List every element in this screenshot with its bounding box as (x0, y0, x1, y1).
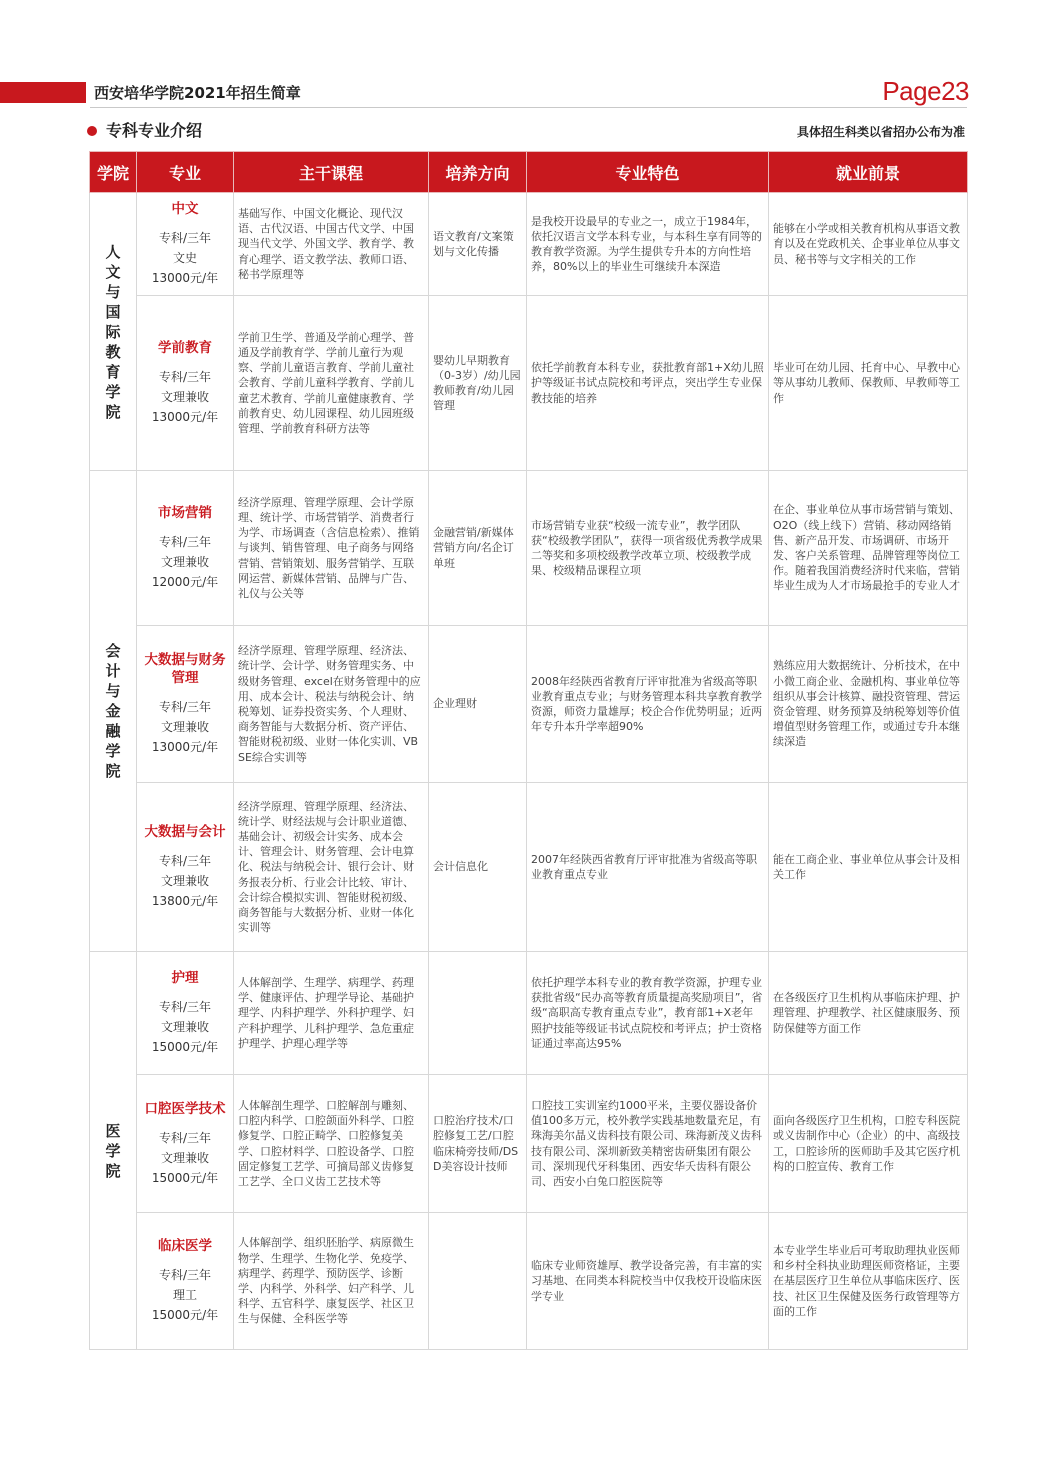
page-number: Page23 (882, 76, 969, 106)
table-row (90, 626, 968, 783)
features-cell: 市场营销专业获“校级一流专业”，教学团队获“校级教学团队”，获得一项省级优秀教学成果二等奖和多项校级教学改革立项、校级教学成果、校级精品课程立项 (527, 471, 769, 626)
major-name: 市场营销 (158, 505, 212, 521)
major-fee: 13000元/年 (151, 271, 219, 285)
features-cell: 是我校开设最早的专业之一，成立于1984年，依托汉语言文学本科专业，与本科生享有同等的教育教学资源。为学生提供专升本的方向性培养，80%以上的毕业生可继续升本深造 (527, 193, 769, 296)
features-cell: 临床专业师资雄厚、教学设备完善，有丰富的实习基地、在同类本科院校当中仅我校开设临床医学专业 (527, 1213, 769, 1350)
courses-cell: 学前卫生学、普通及学前心理学、普通及学前教育学、学前儿童行为观察、学前儿童语言教育、学前儿童社会教育、学前儿童科学教育、学前儿童艺术教育、学前儿童健康教育、学前教育史、幼儿园课程、幼儿园班级管理、学前教育科研方法等 (234, 296, 429, 471)
major-cell (137, 783, 234, 952)
major-cell (137, 1213, 234, 1350)
header-accent-bar (0, 82, 86, 103)
major-cell (137, 1075, 234, 1213)
features-cell: 口腔技工实训室约1000平米，主要仪器设备价值100多万元，校外教学实践基地数量充足，有珠海美尔晶义齿科技有限公司、珠海新茂义齿科技有限公司、深圳新致美精密齿研集团有限公司、深圳现代牙科集团、西安华夭齿科有限公司、西安小白兔口腔医院等 (527, 1075, 769, 1213)
header-features: 专业特色 (527, 152, 769, 193)
major-fee: 13800元/年 (151, 894, 219, 908)
major-level: 专科/三年 (158, 535, 212, 549)
features-cell: 2007年经陕西省教育厅评审批准为省级高等职业教育重点专业 (527, 783, 769, 952)
major-level: 专科/三年 (158, 700, 212, 714)
features-cell: 依托护理学本科专业的教育教学资源，护理专业获批省级“民办高等教育质量提高奖励项目”，省级“高职高专教育重点专业”，教育部1+X老年照护技能等级证书试点院校和考评点；护士资格证通过率高达95% (527, 952, 769, 1075)
major-track: 文理兼收 (160, 390, 209, 404)
major-level: 专科/三年 (158, 1268, 212, 1282)
header-career: 就业前景 (769, 152, 968, 193)
major-track: 文理兼收 (160, 1020, 209, 1034)
career-cell: 在各级医疗卫生机构从事临床护理、护理管理、护理教学、社区健康服务、预防保健等方面工作 (769, 952, 968, 1075)
features-cell: 依托学前教育本科专业，获批教育部1+X幼儿照护等级证书试点院校和考评点，突出学生专业保教技能的培养 (527, 296, 769, 471)
courses-cell: 经济学原理、管理学原理、会计学原理、统计学、市场营销学、消费者行为学、市场调查（含信息检索）、推销与谈判、销售管理、电子商务与网络营销、营销策划、服务营销学、互联网运营、新媒体营销、品牌与广告、礼仪与公关等 (234, 471, 429, 626)
career-cell: 能够在小学或相关教育机构从事语文教育以及在党政机关、企事业单位从事文员、秘书等与文字相关的工作 (769, 193, 968, 296)
major-name: 学前教育 (158, 340, 212, 356)
table-row (90, 296, 968, 471)
major-fee: 12000元/年 (151, 575, 219, 589)
courses-cell: 人体解剖学、生理学、病理学、药理学、健康评估、护理学导论、基础护理学、内科护理学、外科护理学、妇产科护理学、儿科护理学、急危重症护理学、护理心理学等 (234, 952, 429, 1075)
header-direction: 培养方向 (429, 152, 527, 193)
header-divider (90, 107, 967, 108)
courses-cell: 人体解剖生理学、口腔解剖与雕刻、口腔内科学、口腔颌面外科学、口腔修复学、口腔正畸学、口腔修复美学、口腔材料学、口腔设备学、口腔固定修复工艺学、可摘局部义齿修复工艺学、全口义齿工艺技术等 (234, 1075, 429, 1213)
table-row (90, 1213, 968, 1350)
major-fee: 13000元/年 (151, 410, 219, 424)
college-name: 人文与国际教育学院 (105, 242, 121, 421)
major-level: 专科/三年 (158, 231, 212, 245)
major-track: 文理兼收 (160, 1150, 209, 1165)
direction-cell: 金融营销/新媒体营销方向/名企订单班 (429, 471, 527, 626)
career-cell: 面向各级医疗卫生机构，口腔专科医院或义齿制作中心（企业）的中、高级技工，口腔诊所的医师助手及其它医疗机构的口腔宣传、教育工作 (769, 1075, 968, 1213)
major-name: 口腔医学技术 (144, 1100, 226, 1117)
major-fee: 15000元/年 (151, 1040, 219, 1054)
document-title: 西安培华学院2021年招生简章 (94, 84, 301, 102)
major-level: 专科/三年 (158, 1000, 212, 1014)
major-track: 理工 (172, 1288, 197, 1302)
major-track: 文理兼收 (160, 555, 209, 569)
college-cell (90, 471, 137, 952)
college-name: 会计与金融学院 (105, 642, 121, 780)
header-college: 学院 (90, 152, 137, 193)
major-cell (137, 626, 234, 783)
courses-cell: 经济学原理、管理学原理、经济法、统计学、会计学、财务管理实务、中级财务管理、excel在财务管理中的应用、成本会计、税法与纳税会计、纳税筹划、证券投资实务、个人理财、商务智能与大数据分析、资产评估、智能财税初级、业财一体化实训、VBSE综合实训等 (234, 626, 429, 783)
major-track: 文理兼收 (160, 874, 209, 888)
college-cell (90, 193, 137, 471)
direction-cell: 口腔治疗技术/口腔修复工艺/口腔临床椅旁技师/DSD美容设计技师 (429, 1075, 527, 1213)
courses-cell: 人体解剖学、组织胚胎学、病原微生物学、生理学、生物化学、免疫学、病理学、药理学、预防医学、诊断学、内科学、外科学、妇产科学、儿科学、五官科学、康复医学、社区卫生与保健、全科医学等 (234, 1213, 429, 1350)
direction-cell (429, 952, 527, 1075)
direction-cell (429, 1213, 527, 1350)
major-name: 护理 (171, 970, 199, 986)
section-note: 具体招生科类以省招办公布为准 (796, 125, 965, 139)
college-cell (90, 952, 137, 1350)
major-track: 文理兼收 (160, 720, 209, 734)
major-fee: 13000元/年 (151, 740, 219, 754)
career-cell: 毕业可在幼儿园、托育中心、早教中心等从事幼儿教师、保教师、早教师等工作 (769, 296, 968, 471)
major-level: 专科/三年 (158, 854, 212, 868)
header-courses: 主干课程 (234, 152, 429, 193)
header-major: 专业 (137, 152, 234, 193)
career-cell: 熟练应用大数据统计、分析技术，在中小微工商企业、金融机构、事业单位等组织从事会计核算、融投资管理、营运资金管理、财务预算及纳税筹划等价值增值型财务管理工作，或通过专升本继续深造 (769, 626, 968, 783)
features-cell: 2008年经陕西省教育厅评审批准为省级高等职业教育重点专业；与财务管理本科共享教育教学资源，师资力量雄厚；校企合作优势明显；近两年专升本升学率超90% (527, 626, 769, 783)
direction-cell: 婴幼儿早期教育（0-3岁）/幼儿园教师教育/幼儿园管理 (429, 296, 527, 471)
career-cell: 能在工商企业、事业单位从事会计及相关工作 (769, 783, 968, 952)
direction-cell: 语文教育/文案策划与文化传播 (429, 193, 527, 296)
career-cell: 本专业学生毕业后可考取助理执业医师和乡村全科执业助理医师资格证，主要在基层医疗卫生单位从事临床医疗、医技、社区卫生保健及医务行政管理等方面的工作 (769, 1213, 968, 1350)
courses-cell: 基础写作、中国文化概论、现代汉语、古代汉语、中国古代文学、中国现当代文学、外国文学、教育学、教育心理学、语文教学法、教师口语、秘书学原理等 (234, 193, 429, 296)
section-title: 专科专业介绍 (106, 121, 203, 140)
major-level: 专科/三年 (158, 1130, 212, 1145)
majors-table (89, 151, 968, 1350)
major-cell (137, 952, 234, 1075)
direction-cell: 会计信息化 (429, 783, 527, 952)
major-level: 专科/三年 (158, 370, 212, 384)
courses-cell: 经济学原理、管理学原理、经济法、统计学、财经法规与会计职业道德、基础会计、初级会计实务、成本会计、管理会计、财务管理、会计电算化、税法与纳税会计、银行会计、财务报表分析、行业会计比较、审计、会计综合模拟实训、智能财税初级、商务智能与大数据分析、业财一体化实训等 (234, 783, 429, 952)
career-cell: 在企、事业单位从事市场营销与策划、O2O（线上线下）营销、移动网络销售、新产品开发、市场调研、市场开发、客户关系管理、品牌管理等岗位工作。随着我国消费经济时代来临，营销毕业生成为人才市场最抢手的专业人才 (769, 471, 968, 626)
table-row (90, 952, 968, 1075)
table-row (90, 193, 968, 296)
major-name: 临床医学 (158, 1238, 212, 1254)
major-name: 大数据与会计 (144, 824, 226, 840)
section-bullet-icon (87, 126, 97, 136)
direction-cell: 企业理财 (429, 626, 527, 783)
major-name: 大数据与财务管理 (144, 652, 226, 686)
table-row (90, 783, 968, 952)
table-row (90, 471, 968, 626)
major-name: 中文 (171, 201, 199, 217)
table-row (90, 1075, 968, 1213)
table-header-row (90, 152, 968, 193)
major-fee: 15000元/年 (151, 1170, 219, 1185)
major-track: 文史 (172, 251, 197, 265)
major-fee: 15000元/年 (151, 1308, 219, 1322)
college-name: 医学院 (105, 1121, 121, 1180)
major-cell (137, 296, 234, 471)
major-cell (137, 471, 234, 626)
major-cell (137, 193, 234, 296)
